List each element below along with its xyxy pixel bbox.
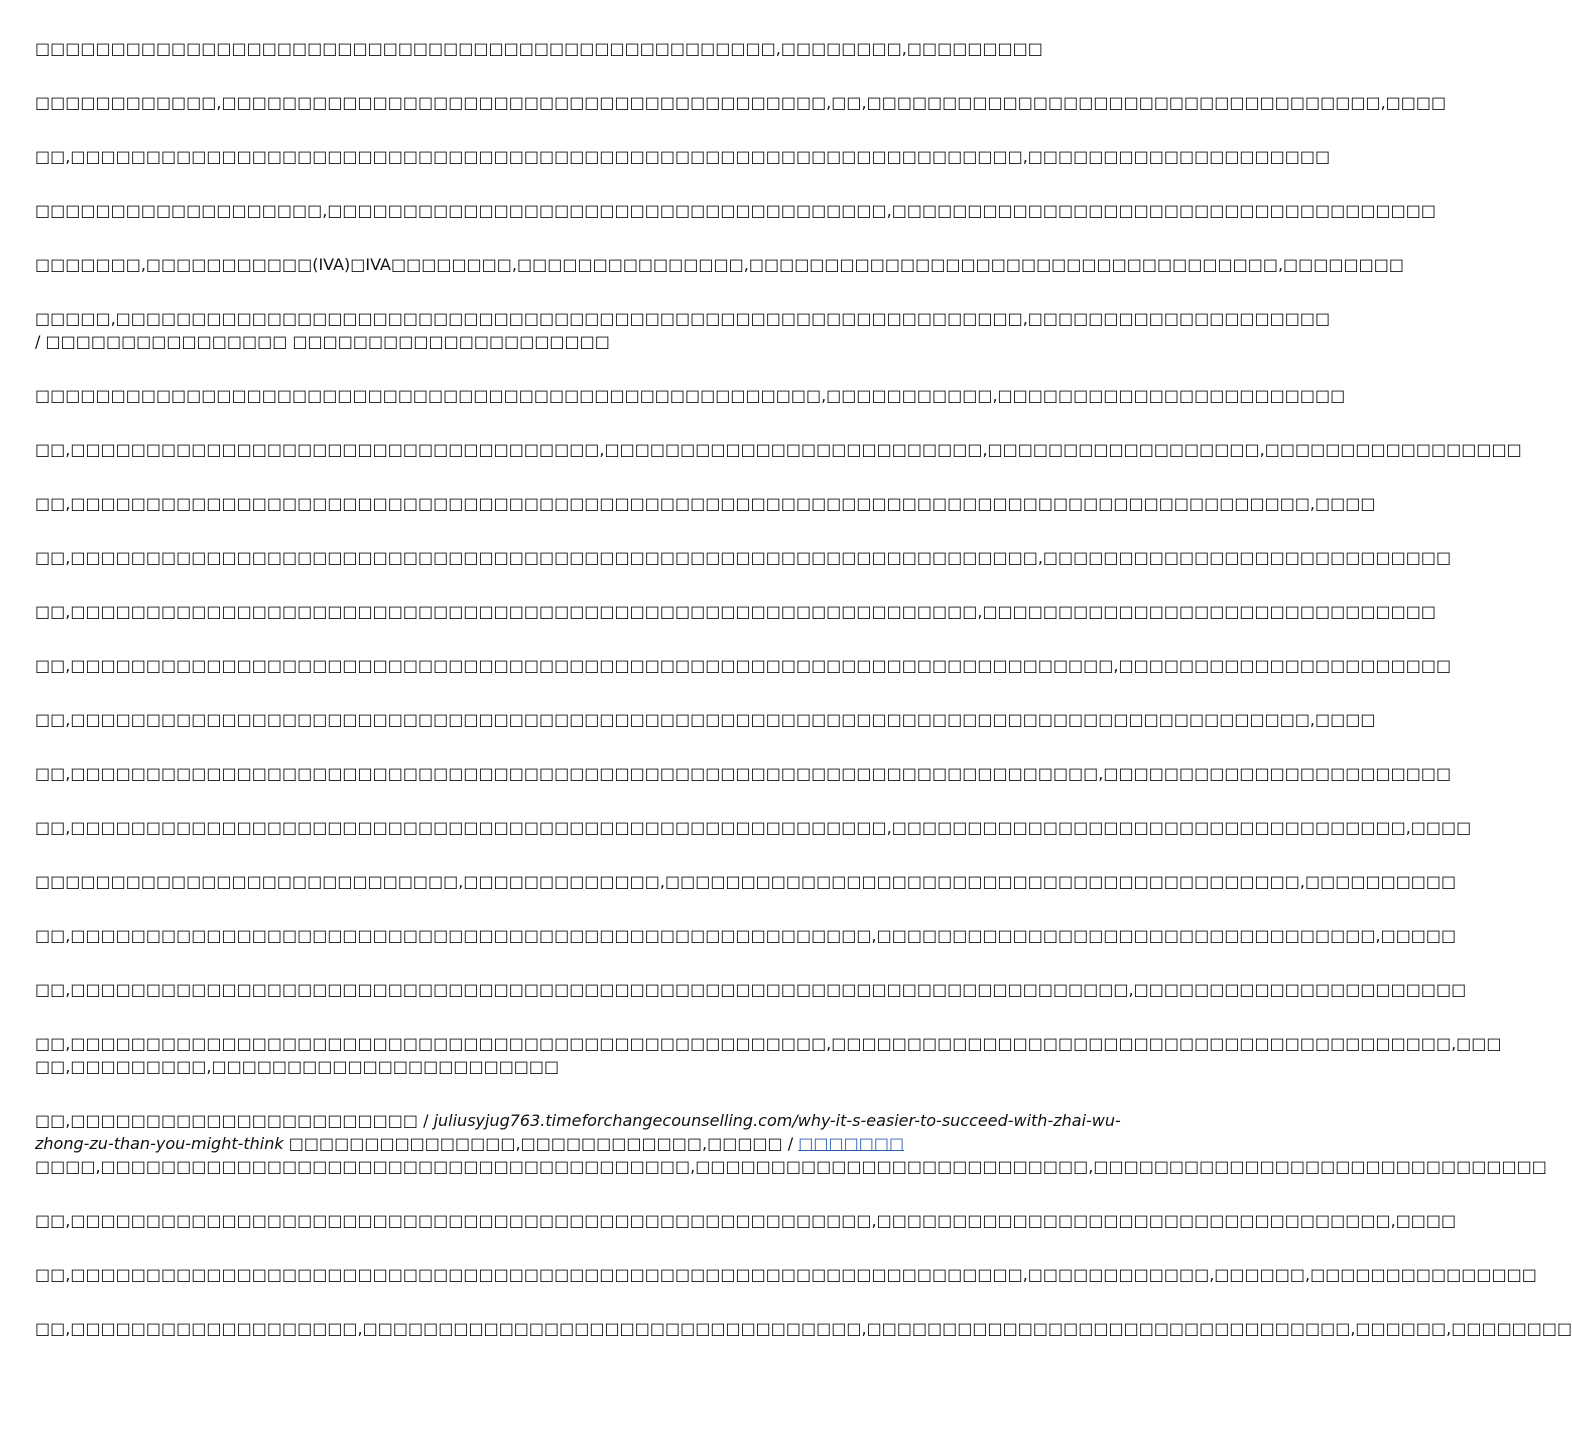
link-paragraph-middle: □□□□□□□□□□□□□□□,□□□□□□□□□□□□,□□□□□ / [283,1134,799,1153]
paragraph-1 [35,37,1043,60]
paragraph-4 [35,199,1436,222]
paragraph-line: □□□□□□□,□□□□□□□□□□□(IVA)□IVA□□□□□□□□,□□□□□□□□□□□□□□□,□□□□□□□□□□□□□□□□□□□□□□□□□□□□□□□□□□□,□□□□□□□□ [35,255,1404,274]
paragraph-line: □□□□,□□□□□□□□□□□□□□□□□□□□□□□□□□□□□□□□□□□□□□□,□□□□□□□□□□□□□□□□□□□□□□□□□□,□□□□□□□□□□□□□□□□□□□□□□□□□□□□□□ [35,1157,1547,1176]
paragraph-line: □□□□□□□□□□□□□□□□□□□□□□□□□□□□□□□□□□□□□□□□□□□□□□□□□,□□□□□□□□,□□□□□□□□□ [35,39,1043,58]
paragraph-5 [35,253,1404,276]
paragraph-12 [35,654,1452,677]
paragraph-6 [35,307,1331,353]
paragraph-line: □□,□□□□□□□□□□□□□□□□□□□□□□□□□□□□□□□□□□□□□□□□□□□□□□□□□□□□□□□□□□□□□□□,□□□□□□□□□□□□□□□□□□□□ [35,147,1331,166]
paragraph-3 [35,145,1331,168]
paragraph-22 [35,1263,1537,1286]
paragraph-line: □□□□□□□□□□□□□□□□□□□□□□□□□□□□,□□□□□□□□□□□□□,□□□□□□□□□□□□□□□□□□□□□□□□□□□□□□□□□□□□□□□□□□,□□□□□□□□□□ [35,872,1457,891]
paragraph-2 [35,91,1447,114]
paragraph-line: □□,□□□□□□□□□□□□□□□□□□□□□□□□□□□□□□□□□□□□□□□□□□□□□□□□□□□□□□□□□□□□□□□□□□□□,□□□□□□□□□□□□□□□□□□□□□□□ [35,764,1452,783]
paragraph-line [35,1132,990,1155]
url-text-part-1: juliusyjug763.timeforchangecounselling.com/why-it-s-easier-to-succeed-with-zhai-wu- [433,1111,1121,1130]
paragraph-line [35,1109,1121,1132]
paragraph-line: □□,□□□□□□□□□□□□□□□□□□□□□□□□□□□□□□□□□□□□□□□□□□□□□□□□□□□□□,□□□□□□□□□□□□□□□□□□□□□□□□□□□□□□□□□□,□□□□ [35,1211,1457,1230]
paragraph-9 [35,492,1376,515]
paragraph-line: □□,□□□□□□□□□□□□□□□□□□□□□□□□□□□□□□□□□□□□□□□□□□□□□□□□□□□□□□□□□□□□,□□□□□□□□□□□□□□□□□□□□□□□□□□□□□□ [35,602,1436,621]
paragraph-line: □□□□□,□□□□□□□□□□□□□□□□□□□□□□□□□□□□□□□□□□□□□□□□□□□□□□□□□□□□□□□□□□□□,□□□□□□□□□□□□□□□□□□□□ [35,309,1331,328]
paragraph-23 [35,1317,1572,1340]
paragraph-line: □□,□□□□□□□□□□□□□□□□□□□□□□□□□□□□□□□□□□□□□□□□□□□□□□□□□□,□□□□□□□□□□□□□□□□□□□□□□□□□□□□□□□□□□□□□□□□□,□□□ [35,1034,1502,1053]
paragraph-18 [35,978,1467,1001]
paragraph-line: □□,□□□□□□□□□□□□□□□□□□□□□□□□□□□□□□□□□□□□□□□□□□□□□□□□□□□□□□□□□□□□□□□□□□□□□□□□□□□□□□□□□□,□□□□ [35,494,1376,513]
paragraph-7 [35,384,1346,407]
paragraph-line: □□,□□□□□□□□□,□□□□□□□□□□□□□□□□□□□□□□□ [35,1057,560,1076]
paragraph-line: □□□□□□□□□□□□□□□□□□□,□□□□□□□□□□□□□□□□□□□□□□□□□□□□□□□□□□□□□,□□□□□□□□□□□□□□□□□□□□□□□□□□□□□□□□□□□□ [35,201,1436,220]
paragraph-line: □□,□□□□□□□□□□□□□□□□□□□□□□□□□□□□□□□□□□□□□□□□□□□□□□□□□□□□□□□□□□□□□□□□□□□□□□,□□□□□□□□□□□□□□□□□□□□□□ [35,980,1467,999]
paragraph-line: □□,□□□□□□□□□□□□□□□□□□□□□□□□□□□□□□□□□□□,□□□□□□□□□□□□□□□□□□□□□□□□□,□□□□□□□□□□□□□□□□□□,□□□□□□□□□□□□□□□□□ [35,440,1522,459]
paragraph-19 [35,1032,1502,1078]
paragraph-line: □□□□□□□□□□□□,□□□□□□□□□□□□□□□□□□□□□□□□□□□□□□□□□□□□□□□□,□□,□□□□□□□□□□□□□□□□□□□□□□□□□□□□□□□□□□,□□□□ [35,93,1447,112]
paragraph-line: □□,□□□□□□□□□□□□□□□□□□□□□□□□□□□□□□□□□□□□□□□□□□□□□□□□□□□□□□□□□□□□□□□□,□□□□□□□□□□□□□□□□□□□□□□□□□□□ [35,548,1452,567]
paragraph-line: □□,□□□□□□□□□□□□□□□□□□□,□□□□□□□□□□□□□□□□□□□□□□□□□□□□□□□□□,□□□□□□□□□□□□□□□□□□□□□□□□□□□□□□□□,□□□□□□,□□□□□□□□ [35,1319,1572,1338]
paragraph-11 [35,600,1436,623]
paragraph-21 [35,1209,1457,1232]
url-text-part-2: zhong-zu-than-you-might-think [35,1134,284,1153]
hyperlink[interactable]: □□□□□□□ [798,1134,905,1153]
paragraph-10 [35,546,1452,569]
paragraph-14 [35,762,1452,785]
link-paragraph-prefix: □□,□□□□□□□□□□□□□□□□□□□□□□□ / [35,1111,434,1130]
paragraph-13 [35,708,1376,731]
paragraph-8 [35,438,1522,461]
paragraph-line: □□,□□□□□□□□□□□□□□□□□□□□□□□□□□□□□□□□□□□□□□□□□□□□□□□□□□□□□□□□□□□□□□□□□□□□□,□□□□□□□□□□□□□□□□□□□□□□ [35,656,1452,675]
paragraph-line: □□,□□□□□□□□□□□□□□□□□□□□□□□□□□□□□□□□□□□□□□□□□□□□□□□□□□□□□□□□□□□□□□□□□□□□□□□□□□□□□□□□□□,□□□□ [35,710,1376,729]
paragraph-line: □□,□□□□□□□□□□□□□□□□□□□□□□□□□□□□□□□□□□□□□□□□□□□□□□□□□□□□□□□□□□□□□□□,□□□□□□□□□□□□,□□□□□□,□□□□□□□□□□□□□□□ [35,1265,1537,1284]
paragraph-17 [35,924,1457,947]
paragraph-line: / □□□□□□□□□□□□□□□□ □□□□□□□□□□□□□□□□□□□□□ [35,332,610,351]
paragraph-line: □□,□□□□□□□□□□□□□□□□□□□□□□□□□□□□□□□□□□□□□□□□□□□□□□□□□□□□□,□□□□□□□□□□□□□□□□□□□□□□□□□□□□□□□□□,□□□□□ [35,926,1457,945]
paragraph-16 [35,870,1457,893]
paragraph-line: □□,□□□□□□□□□□□□□□□□□□□□□□□□□□□□□□□□□□□□□□□□□□□□□□□□□□□□□□,□□□□□□□□□□□□□□□□□□□□□□□□□□□□□□□□□□,□□□□ [35,818,1472,837]
paragraph-line: □□□□□□□□□□□□□□□□□□□□□□□□□□□□□□□□□□□□□□□□□□□□□□□□□□□□,□□□□□□□□□□□,□□□□□□□□□□□□□□□□□□□□□□□ [35,386,1346,405]
paragraph-15 [35,816,1472,839]
link-paragraph [35,1109,1547,1178]
